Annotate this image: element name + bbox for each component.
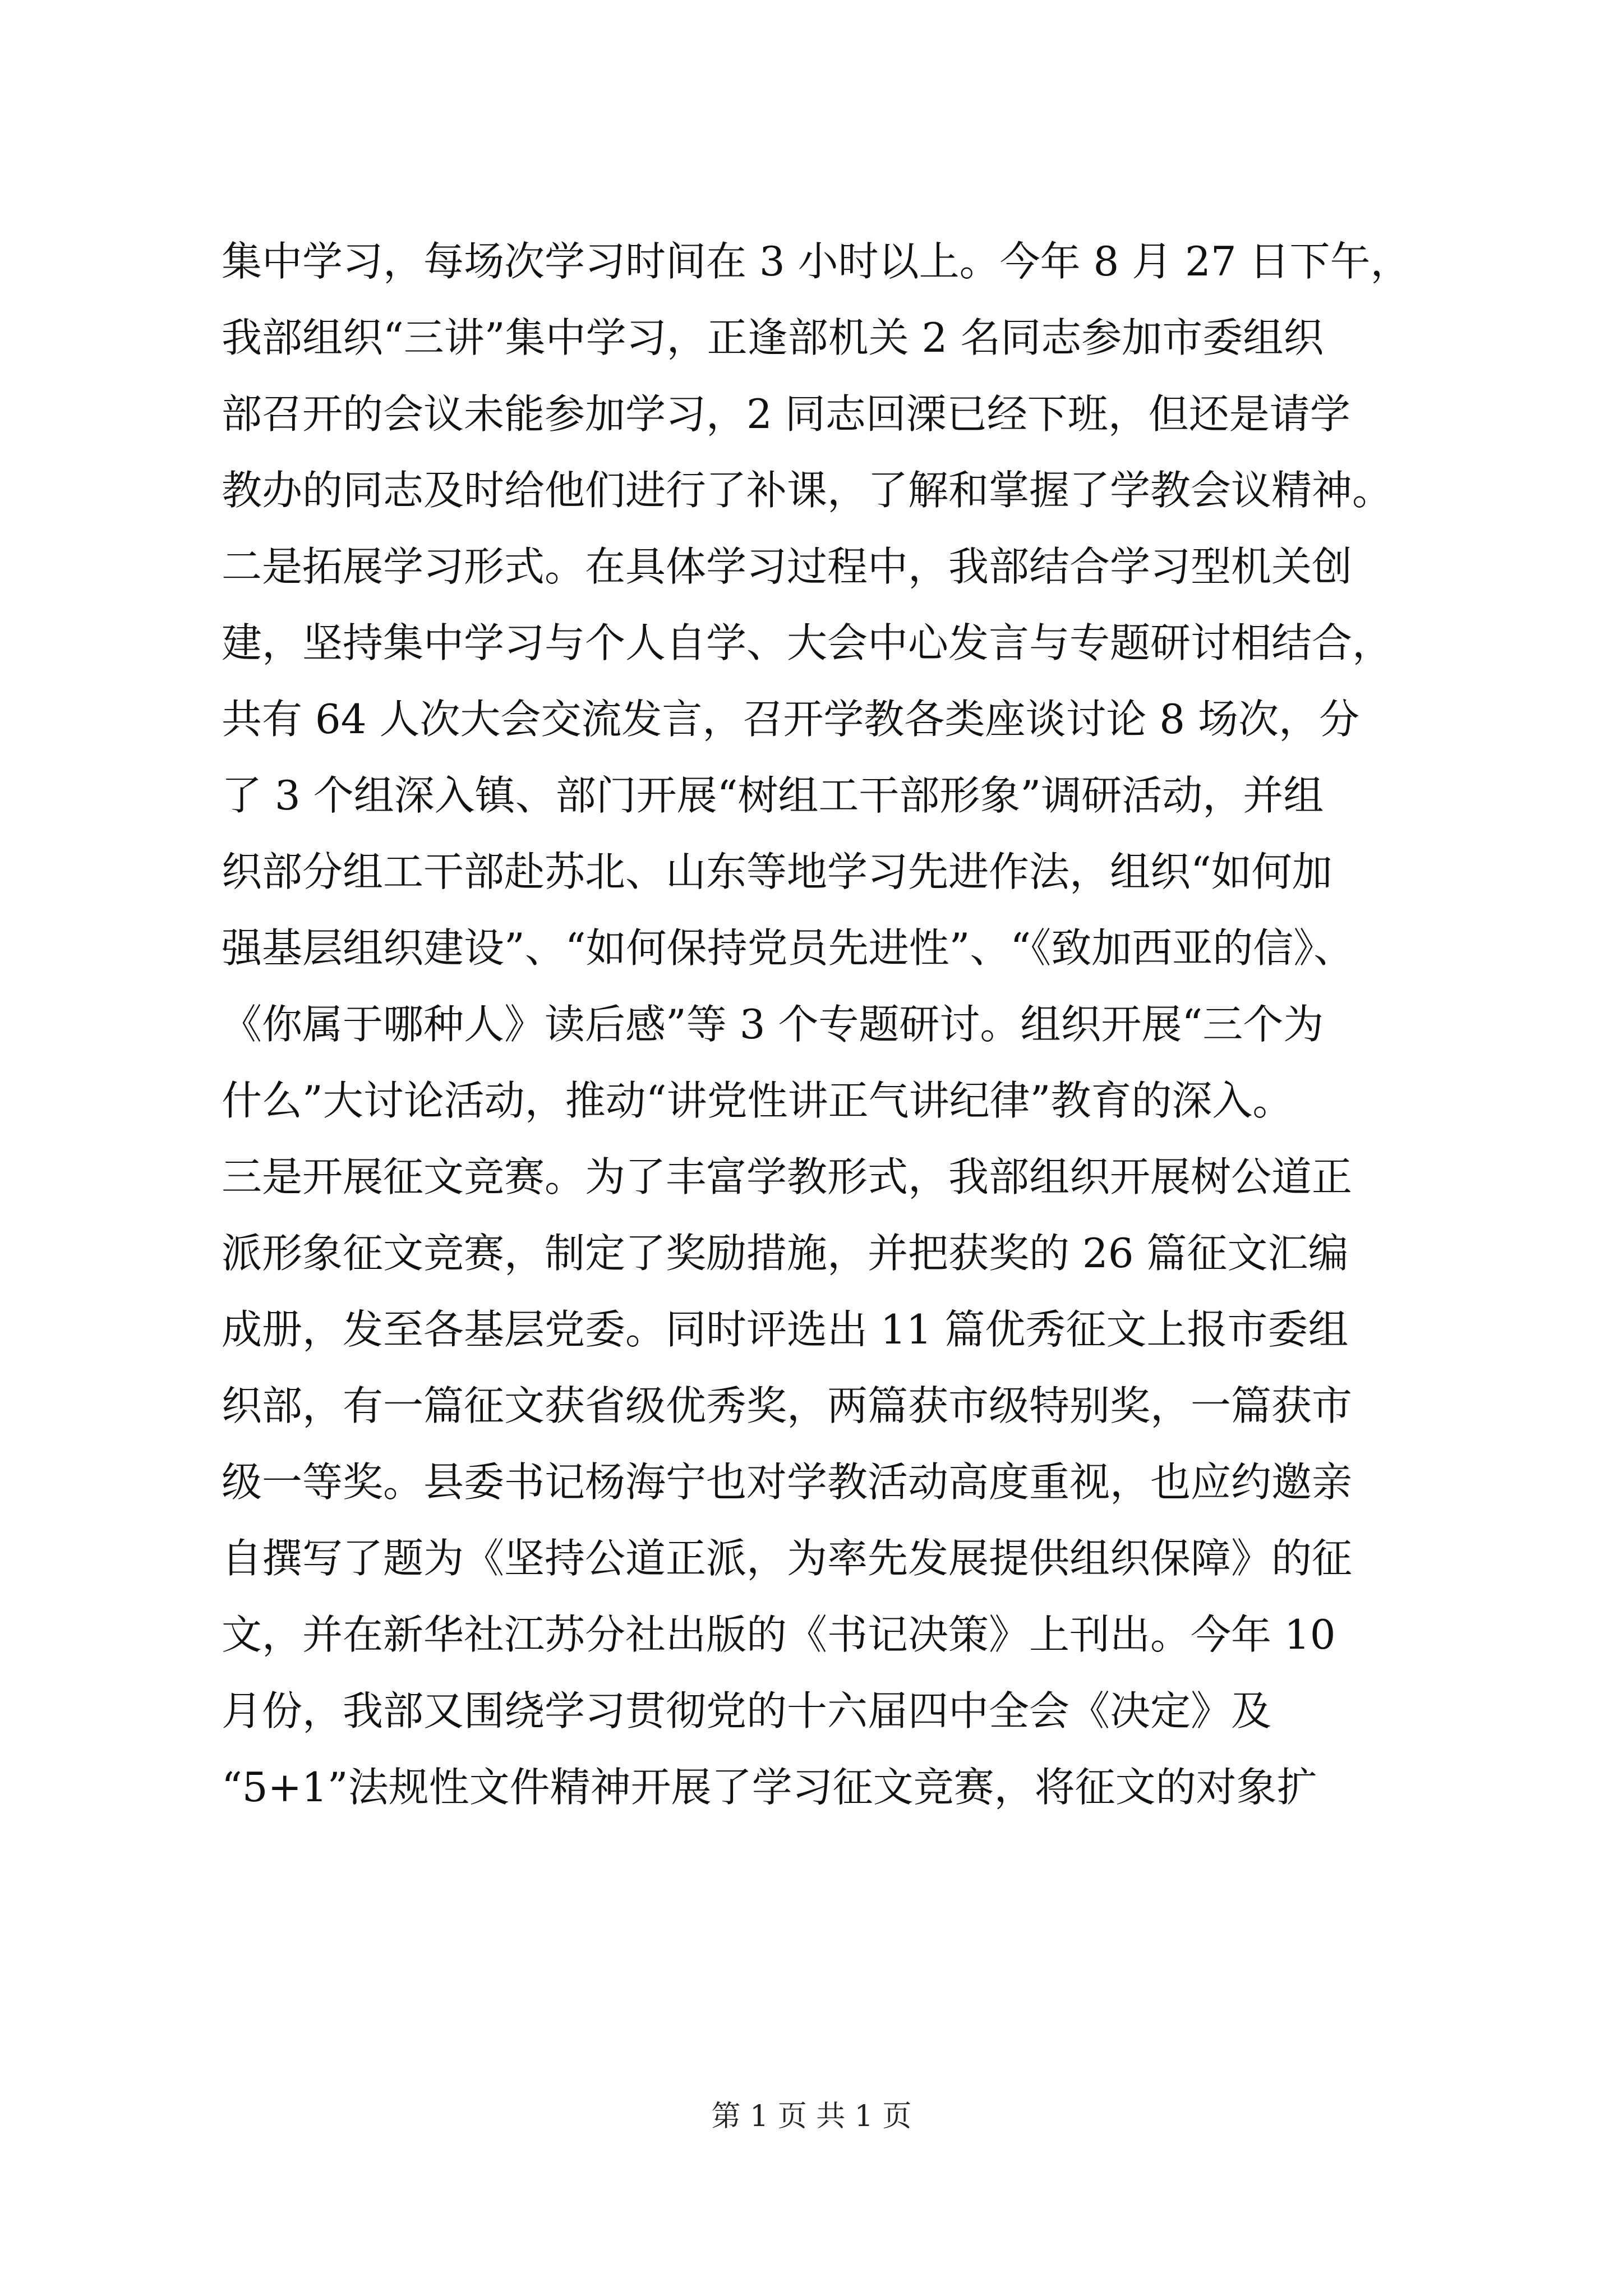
page-footer	[0, 2097, 1623, 2136]
text-line: 我部组织“三讲”集中学习，正逢部机关 2 名同志参加市委组织	[222, 314, 1324, 361]
text-line: 月份，我部又围绕学习贯彻党的十六届四中全会《决定》及	[222, 1687, 1272, 1734]
text-line: 《你属于哪种人》读后感”等 3 个专题研讨。组织开展“三个为	[222, 1001, 1324, 1048]
page-number-label: 第 1 页 共 1 页	[711, 2100, 912, 2133]
text-line: 级一等奖。县委书记杨海宁也对学教活动高度重视，也应约邀亲	[222, 1458, 1353, 1506]
text-line: 共有 64 人次大会交流发言，召开学教各类座谈讨论 8 场次，分	[222, 696, 1359, 743]
text-line: 什么”大讨论活动，推动“讲党性讲正气讲纪律”教育的深入。	[222, 1077, 1293, 1124]
body-text	[222, 223, 1422, 1825]
text-line: 文，并在新华社江苏分社出版的《书记决策》上刊出。今年 10	[222, 1611, 1336, 1658]
text-line: 二是拓展学习形式。在具体学习过程中，我部结合学习型机关创	[222, 543, 1353, 590]
text-line: 织部分组工干部赴苏北、山东等地学习先进作法，组织“如何加	[222, 848, 1332, 895]
text-line: “5+1”法规性文件精神开展了学习征文竞赛，将征文的对象扩	[222, 1764, 1317, 1811]
text-line: 自撰写了题为《坚持公道正派，为率先发展提供组织保障》的征	[222, 1535, 1353, 1582]
text-line: 成册，发至各基层党委。同时评选出 11 篇优秀征文上报市委组	[222, 1306, 1349, 1353]
text-line: 三是开展征文竞赛。为了丰富学教形式，我部组织开展树公道正	[222, 1153, 1353, 1200]
text-line: 织部，有一篇征文获省级优秀奖，两篇获市级特别奖，一篇获市	[222, 1382, 1353, 1429]
text-line: 部召开的会议未能参加学习，2 同志回溧已经下班，但还是请学	[222, 390, 1350, 438]
text-line: 了 3 个组深入镇、部门开展“树组工干部形象”调研活动，并组	[222, 772, 1324, 819]
text-line: 建，坚持集中学习与个人自学、大会中心发言与专题研讨相结合，	[222, 619, 1393, 666]
text-line: 强基层组织建设”、“如何保持党员先进性”、“《致加西亚的信》、	[222, 924, 1354, 972]
text-line: 集中学习，每场次学习时间在 3 小时以上。今年 8 月 27 日下午，	[222, 238, 1411, 285]
text-line: 教办的同志及时给他们进行了补课，了解和掌握了学教会议精神。	[222, 467, 1393, 514]
text-line: 派形象征文竞赛，制定了奖励措施，并把获奖的 26 篇征文汇编	[222, 1230, 1349, 1277]
